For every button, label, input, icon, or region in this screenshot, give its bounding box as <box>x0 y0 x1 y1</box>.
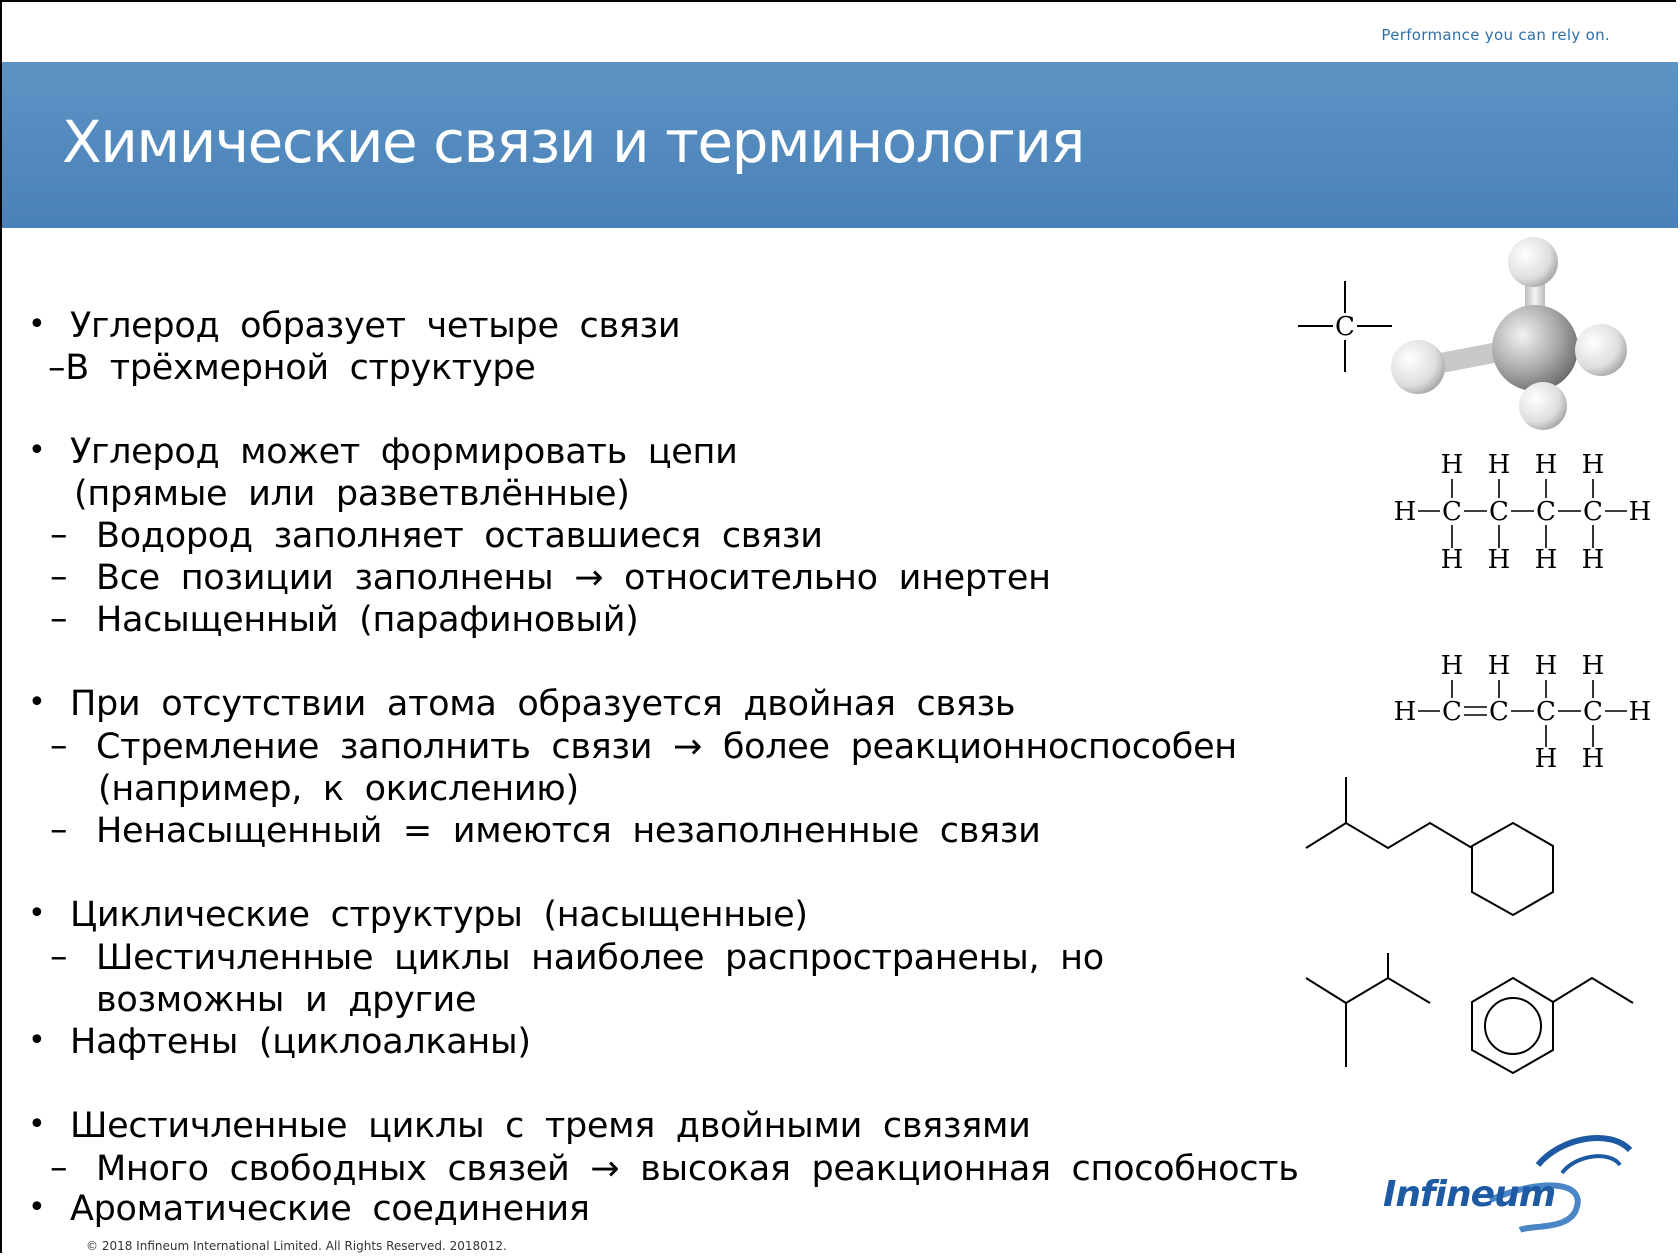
hydrogen-label: H <box>1534 651 1558 681</box>
dash-text: Водород заполняет оставшиеся связи <box>96 516 823 556</box>
carbon-four-bonds-structure <box>1298 281 1392 372</box>
hydrogen-label: H <box>1440 545 1464 575</box>
hydrogen-label: H <box>1534 450 1558 480</box>
bullet-text: Циклические структуры (насыщенные) <box>70 895 808 935</box>
slide-title: Химические связи и терминология <box>62 108 1084 176</box>
dash-marker: – <box>50 810 68 850</box>
dash-continuation: возможны и другие <box>96 980 477 1020</box>
bullet-text: Углерод образует четыре связи <box>70 306 681 346</box>
hydrogen-label: H <box>1393 497 1417 527</box>
hydrogen-label: H <box>1581 450 1605 480</box>
hydrogen-label: H <box>1628 697 1652 727</box>
dash-continuation: (например, к окислению) <box>98 769 579 809</box>
sub-text: –В трёхмерной структуре <box>48 348 536 388</box>
dash-text: Стремление заполнить связи → более реакционноспособен <box>96 727 1237 767</box>
carbon-label: C <box>1583 497 1603 527</box>
carbon-label: C <box>1536 697 1556 727</box>
bullet-marker: • <box>28 307 46 342</box>
dash-text: Ненасыщенный = имеются незаполненные связи <box>96 811 1041 851</box>
hydrogen-label: H <box>1534 545 1558 575</box>
tagline: Performance you can rely on. <box>1381 26 1610 44</box>
carbon-label: C <box>1442 697 1462 727</box>
bullet-marker: • <box>28 685 46 720</box>
bullet-marker: • <box>28 896 46 931</box>
bullet-continuation: (прямые или разветвлённые) <box>74 474 630 514</box>
hydrogen-label: H <box>1487 651 1511 681</box>
bullet-marker: • <box>28 1190 46 1225</box>
hydrogen-label: H <box>1534 744 1558 774</box>
dash-marker: – <box>50 726 68 766</box>
hydrogen-label: H <box>1440 450 1464 480</box>
dash-marker: – <box>50 1148 68 1188</box>
dash-marker: – <box>50 515 68 555</box>
bullet-text: Углерод может формировать цепи <box>70 432 738 472</box>
methane-3d-model <box>1391 237 1627 430</box>
copyright-footer: © 2018 Infineum International Limited. All Rights Reserved. 2018012. <box>86 1239 507 1253</box>
bullet-marker: • <box>28 433 46 468</box>
dash-marker: – <box>50 599 68 639</box>
hydrogen-label: H <box>1628 497 1652 527</box>
aromatic-skeletal-structure <box>1306 953 1633 1073</box>
dash-text: Много свободных связей → высокая реакционная способность <box>96 1149 1299 1189</box>
hydrogen-label: H <box>1581 744 1605 774</box>
cycloalkane-skeletal-structure <box>1306 777 1553 915</box>
hydrogen-label: H <box>1487 450 1511 480</box>
hydrogen-label: H <box>1581 545 1605 575</box>
butene-structure <box>1394 651 1652 774</box>
hydrogen-label: H <box>1440 651 1464 681</box>
carbon-label: C <box>1442 497 1462 527</box>
bullet-text: Нафтены (циклоалканы) <box>70 1022 531 1062</box>
hydrogen-label: H <box>1487 545 1511 575</box>
bullet-text: Шестичленные циклы с тремя двойными связями <box>70 1106 1031 1146</box>
bullet-text: При отсутствии атома образуется двойная связь <box>70 684 1016 724</box>
bullet-text: Ароматические соединения <box>70 1189 590 1229</box>
infineum-logo-text: Infineum <box>1383 1174 1556 1215</box>
bullet-marker: • <box>28 1107 46 1142</box>
carbon-label: C <box>1536 497 1556 527</box>
carbon-label: C <box>1489 497 1509 527</box>
dash-marker: – <box>50 937 68 977</box>
dash-text: Все позиции заполнены → относительно инертен <box>96 558 1051 598</box>
dash-marker: – <box>50 557 68 597</box>
carbon-label: C <box>1335 312 1355 342</box>
butane-structure <box>1394 450 1652 575</box>
dash-text: Шестичленные циклы наиболее распространены, но <box>96 938 1104 978</box>
carbon-label: C <box>1489 697 1509 727</box>
bullet-marker: • <box>28 1023 46 1058</box>
hydrogen-label: H <box>1393 697 1417 727</box>
hydrogen-label: H <box>1581 651 1605 681</box>
dash-text: Насыщенный (парафиновый) <box>96 600 639 640</box>
carbon-label: C <box>1583 697 1603 727</box>
